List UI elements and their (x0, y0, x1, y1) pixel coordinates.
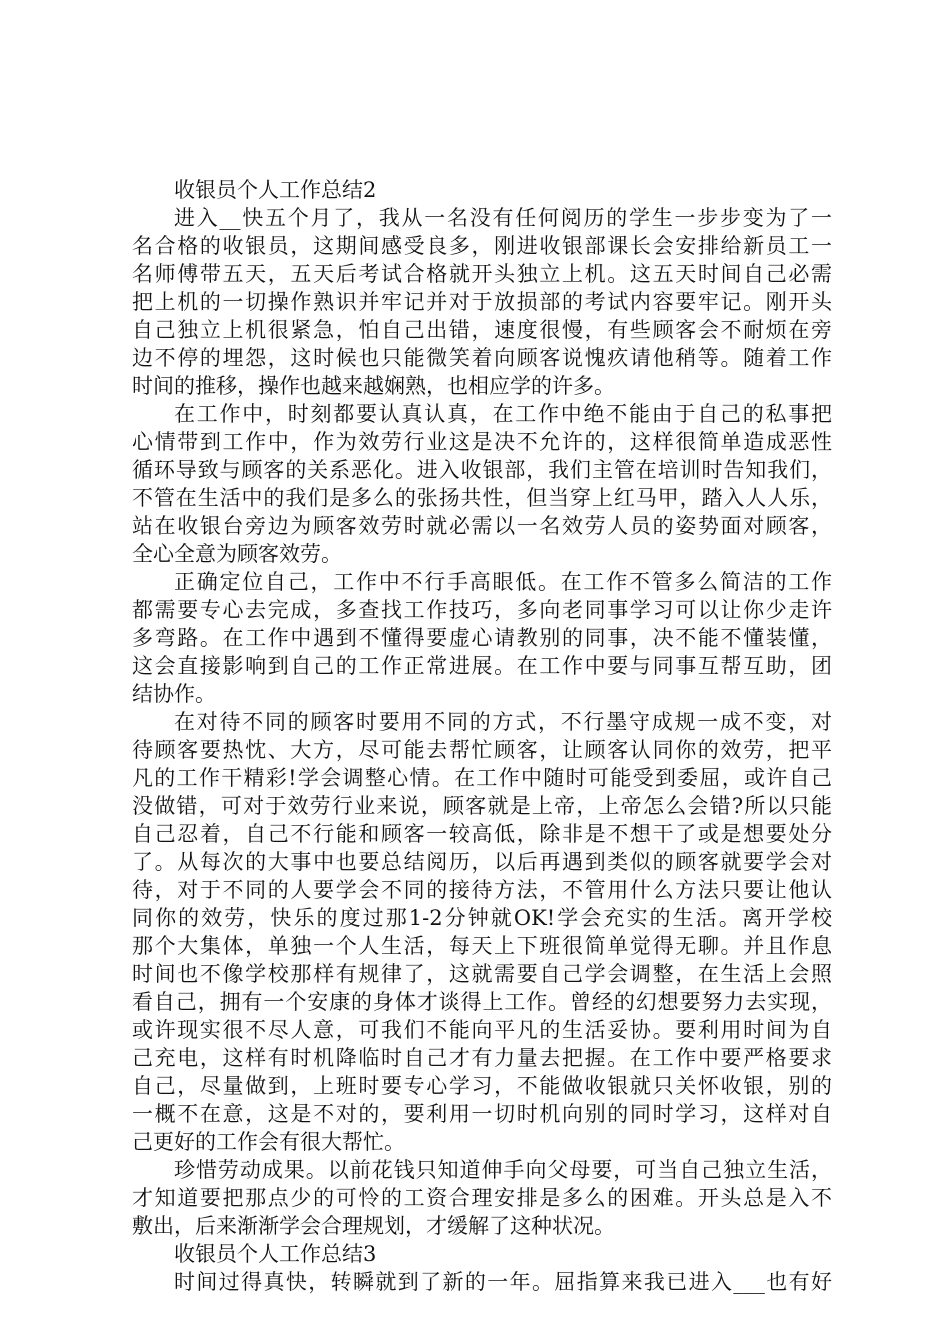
paragraph-line: 自己忍着，自己不行能和顾客一较高低，除非是不想干了或是想要处分 (132, 822, 832, 846)
paragraph-line: 边不停的埋怨，这时候也只能微笑着向顾客说愧疚请他稍等。随着工作 (132, 346, 832, 370)
paragraph-line: 己充电，这样有时机降临时自己才有力量去把握。在工作中要严格要求 (132, 1046, 832, 1070)
paragraph-line: 正确定位自己，工作中不行手高眼低。在工作不管多么简洁的工作 (174, 570, 832, 594)
paragraph-line: 待，对于不同的人要学会不同的接待方法，不管用什么方法只要让他认 (132, 878, 832, 902)
paragraph-line: 心情带到工作中，作为效劳行业这是决不允许的，这样很简单造成恶性 (132, 430, 832, 454)
paragraph-line: 或许现实很不尽人意，可我们不能向平凡的生活妥协。要利用时间为自 (132, 1018, 832, 1042)
paragraph-line: 敷出，后来渐渐学会合理规划，才缓解了这种状况。 (132, 1214, 615, 1238)
paragraph-line: 一概不在意，这是不对的，要利用一切时机向别的同时学习，这样对自 (132, 1102, 832, 1126)
paragraph-line: 进入__快五个月了，我从一名没有任何阅历的学生一步步变为了一 (174, 206, 832, 230)
paragraph-line: 这会直接影响到自己的工作正常进展。在工作中要与同事互帮互助，团 (132, 654, 832, 678)
paragraph-line: 名师傅带五天，五天后考试合格就开头独立上机。这五天时间自己必需 (132, 262, 832, 286)
paragraph-line: 把上机的一切操作熟识并牢记并对于放损部的考试内容要牢记。刚开头 (132, 290, 832, 314)
paragraph-line: 珍惜劳动成果。以前花钱只知道伸手向父母要，可当自己独立生活， (174, 1158, 832, 1182)
paragraph-line: 时间过得真快，转瞬就到了新的一年。屈指算来我已进入___也有好 (174, 1270, 832, 1294)
paragraph-line: 没做错，可对于效劳行业来说，顾客就是上帝，上帝怎么会错?所以只能 (132, 794, 832, 818)
paragraph-line: 多弯路。在工作中遇到不懂得要虚心请教别的同事，决不能不懂装懂， (132, 626, 832, 650)
paragraph-line: 循环导致与顾客的关系恶化。进入收银部，我们主管在培训时告知我们， (132, 458, 832, 482)
paragraph-line: 不管在生活中的我们是多么的张扬共性，但当穿上红马甲，踏入人人乐， (132, 486, 832, 510)
paragraph-line: 才知道要把那点少的可怜的工资合理安排是多么的困难。开头总是入不 (132, 1186, 832, 1210)
paragraph-line: 自己，尽量做到，上班时要专心学习，不能做收银就只关怀收银，别的 (132, 1074, 832, 1098)
paragraph-line: 都需要专心去完成，多查找工作技巧，多向老同事学习可以让你少走许 (132, 598, 832, 622)
section-heading: 收银员个人工作总结2 (174, 178, 377, 202)
paragraph-line: 结协作。 (132, 682, 216, 706)
paragraph-line: 看自己，拥有一个安康的身体才谈得上工作。曾经的幻想要努力去实现， (132, 990, 832, 1014)
paragraph-line: 在工作中，时刻都要认真认真，在工作中绝不能由于自己的私事把 (174, 402, 832, 426)
paragraph-line: 那个大集体，单独一个人生活，每天上下班很简单觉得无聊。并且作息 (132, 934, 832, 958)
paragraph-line: 时间的推移，操作也越来越娴熟，也相应学的许多。 (132, 374, 615, 398)
section-heading: 收银员个人工作总结3 (174, 1242, 377, 1266)
paragraph-line: 全心全意为顾客效劳。 (132, 542, 342, 566)
paragraph-line: 自己独立上机很紧急，怕自己出错，速度很慢，有些顾客会不耐烦在旁 (132, 318, 832, 342)
paragraph-line: 同你的效劳，快乐的度过那1-2分钟就OK!学会充实的生活。离开学校 (132, 906, 832, 930)
paragraph-line: 己更好的工作会有很大帮忙。 (132, 1130, 405, 1154)
paragraph-line: 待顾客要热忱、大方，尽可能去帮忙顾客，让顾客认同你的效劳，把平 (132, 738, 832, 762)
paragraph-line: 站在收银台旁边为顾客效劳时就必需以一名效劳人员的姿势面对顾客， (132, 514, 832, 538)
paragraph-line: 凡的工作干精彩!学会调整心情。在工作中随时可能受到委屈，或许自己 (132, 766, 832, 790)
paragraph-line: 名合格的收银员，这期间感受良多，刚进收银部课长会安排给新员工一 (132, 234, 832, 258)
paragraph-line: 了。从每次的大事中也要总结阅历，以后再遇到类似的顾客就要学会对 (132, 850, 832, 874)
paragraph-line: 在对待不同的顾客时要用不同的方式，不行墨守成规一成不变，对 (174, 710, 832, 734)
paragraph-line: 时间也不像学校那样有规律了，这就需要自己学会调整，在生活上会照 (132, 962, 832, 986)
